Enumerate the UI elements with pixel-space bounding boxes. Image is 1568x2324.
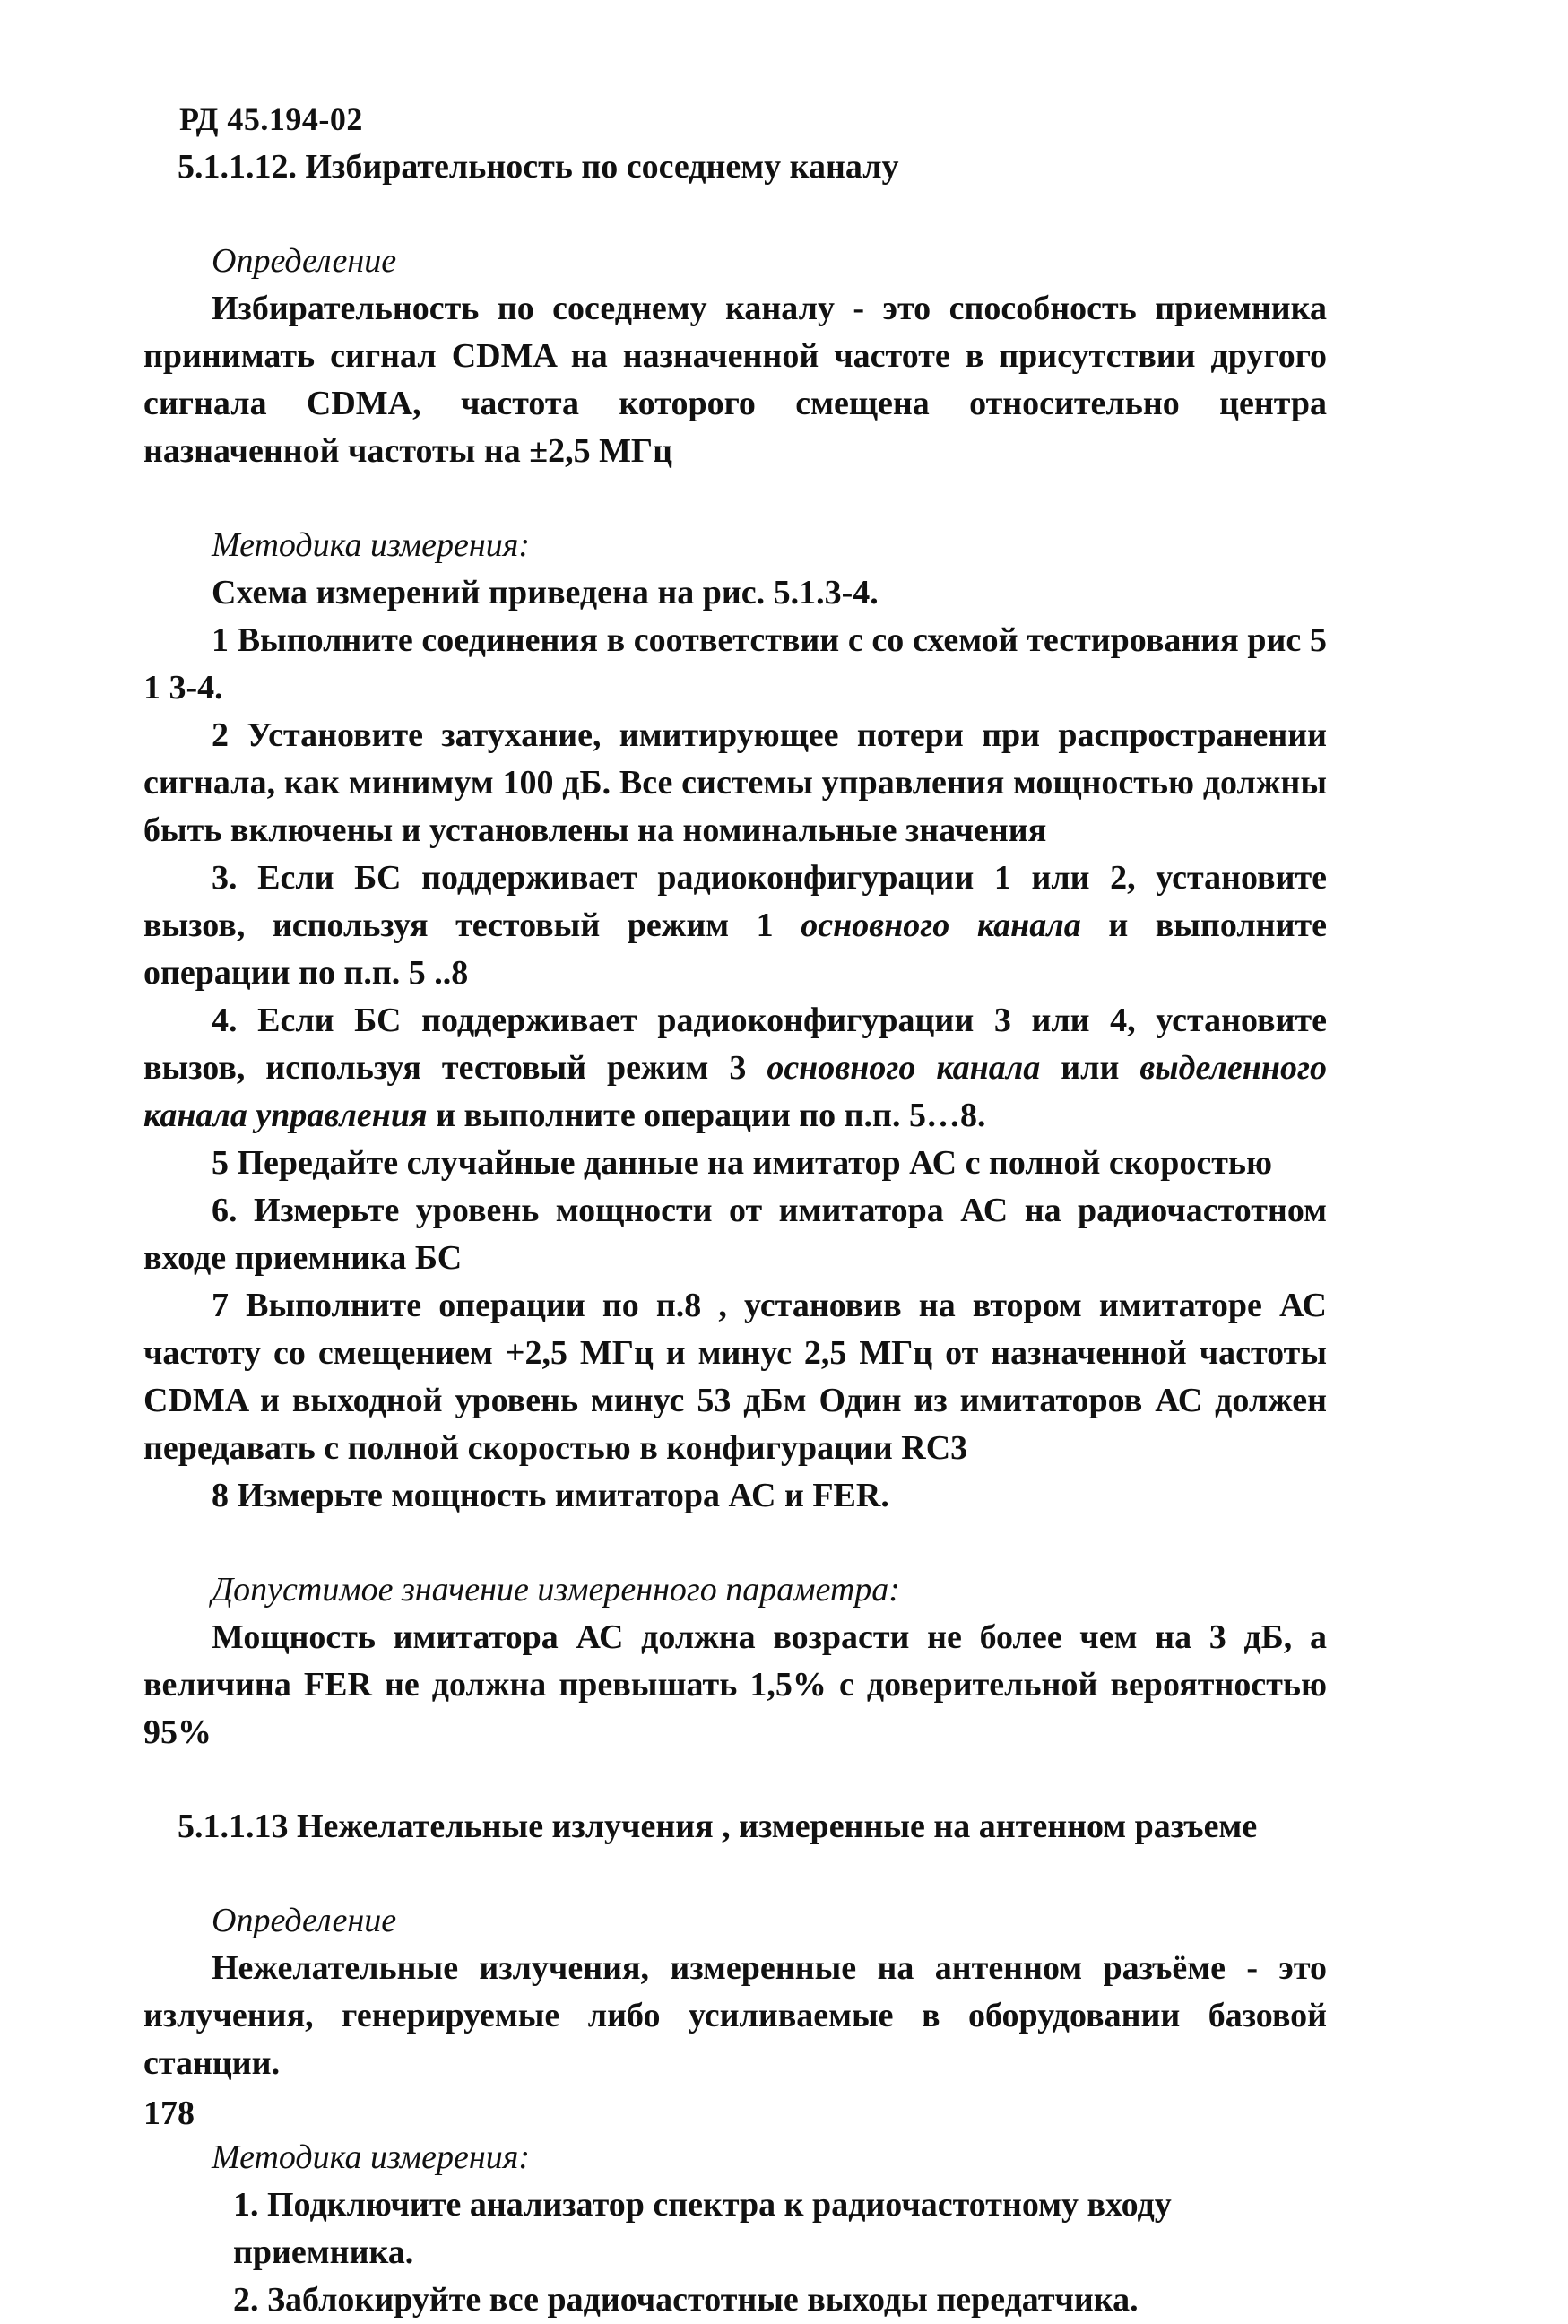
definition-text: Избирательность по соседнему каналу - это способность приемника принимать сигнал CDMA на назначенной частоте в присутствии другого сигнала CDMA, частота которого смещена относительно центра назначенной частоты на ±2,5 МГц	[143, 290, 1327, 470]
page-number: 178	[143, 2094, 195, 2132]
step-4-text-a: 4. Если БС поддерживает радиоконфигурации 3 или 4, установите вызов, используя тестовый режим 3	[143, 1002, 1327, 1087]
method-heading: Методика измерения:	[212, 526, 531, 564]
step-1: 1 Выполните соединения в соответствии с со схемой тестирования рис 5 1 3-4.	[143, 621, 1327, 707]
method-heading: Методика измерения:	[212, 2138, 531, 2176]
allowed-value-heading: Допустимое значение измеренного параметра:	[212, 1571, 900, 1609]
step-4-text-mid: или	[1040, 1049, 1140, 1087]
step-7: 7 Выполните операции по п.8 , установив на втором имитаторе АС частоту со смещением +2,5 МГц и минус 2,5 МГц от назначенной частоты CDMA и выходной уровень минус 53 дБм Один из имитаторов АС должен передавать с полной скоростью в конфигурации RC3	[143, 1287, 1327, 1467]
step-4-emphasis-2: выделенного канала управления	[143, 1049, 1328, 1134]
method-steps	[143, 2181, 1327, 2324]
allowed-value-text: Мощность имитатора АС должна возрасти не более чем на 3 дБ, а величина FER не должна превышать 1,5% с доверительной вероятностью 95%	[143, 1618, 1327, 1751]
step-3	[143, 854, 1327, 997]
step-2: 2. Заблокируйте все радиочастотные выходы передатчика.	[233, 2281, 1139, 2319]
step-5: 5 Передайте случайные данные на имитатор АС с полной скоростью	[212, 1144, 1272, 1182]
step-8: 8 Измерьте мощность имитатора АС и FER.	[212, 1477, 889, 1514]
section-title: 5.1.1.13 Нежелательные излучения , измеренные на антенном разъеме	[178, 1808, 1258, 1845]
document-code: РД 45.194-02	[179, 101, 363, 137]
step-3-text-b: и выполните операции по п.п. 5 ..8	[143, 906, 1327, 992]
step-2: 2 Установите затухание, имитирующее потери при распространении сигнала, как минимум 100 дБ. Все системы управления мощностью должны быть включены и установлены на номинальные значения	[143, 716, 1327, 849]
page-content	[143, 143, 1327, 2324]
step-4-text-b: и выполните операции по п.п. 5…8.	[427, 1097, 986, 1134]
step-4	[143, 997, 1327, 1140]
step-3-text-a: 3. Если БС поддерживает радиоконфигурации 1 или 2, установите вызов, используя тестовый режим 1	[143, 859, 1327, 944]
step-1: 1. Подключите анализатор спектра к радиочастотному входу приемника.	[233, 2186, 1172, 2271]
step-4-emphasis-1: основного канала	[767, 1049, 1041, 1087]
step-6: 6. Измерьте уровень мощности от имитатора АС на радиочастотном входе приемника БС	[143, 1192, 1327, 1277]
step-3-emphasis: основного канала	[801, 906, 1081, 944]
definition-heading: Определение	[212, 242, 397, 280]
section-title: 5.1.1.12. Избирательность по соседнему каналу	[178, 148, 899, 186]
scheme-text: Схема измерений приведена на рис. 5.1.3-4.	[212, 574, 879, 611]
definition-text: Нежелательные излучения, измеренные на антенном разъёме - это излучения, генерируемые либо усиливаемые в оборудовании базовой станции.	[143, 1949, 1327, 2082]
definition-heading: Определение	[212, 1902, 397, 1939]
